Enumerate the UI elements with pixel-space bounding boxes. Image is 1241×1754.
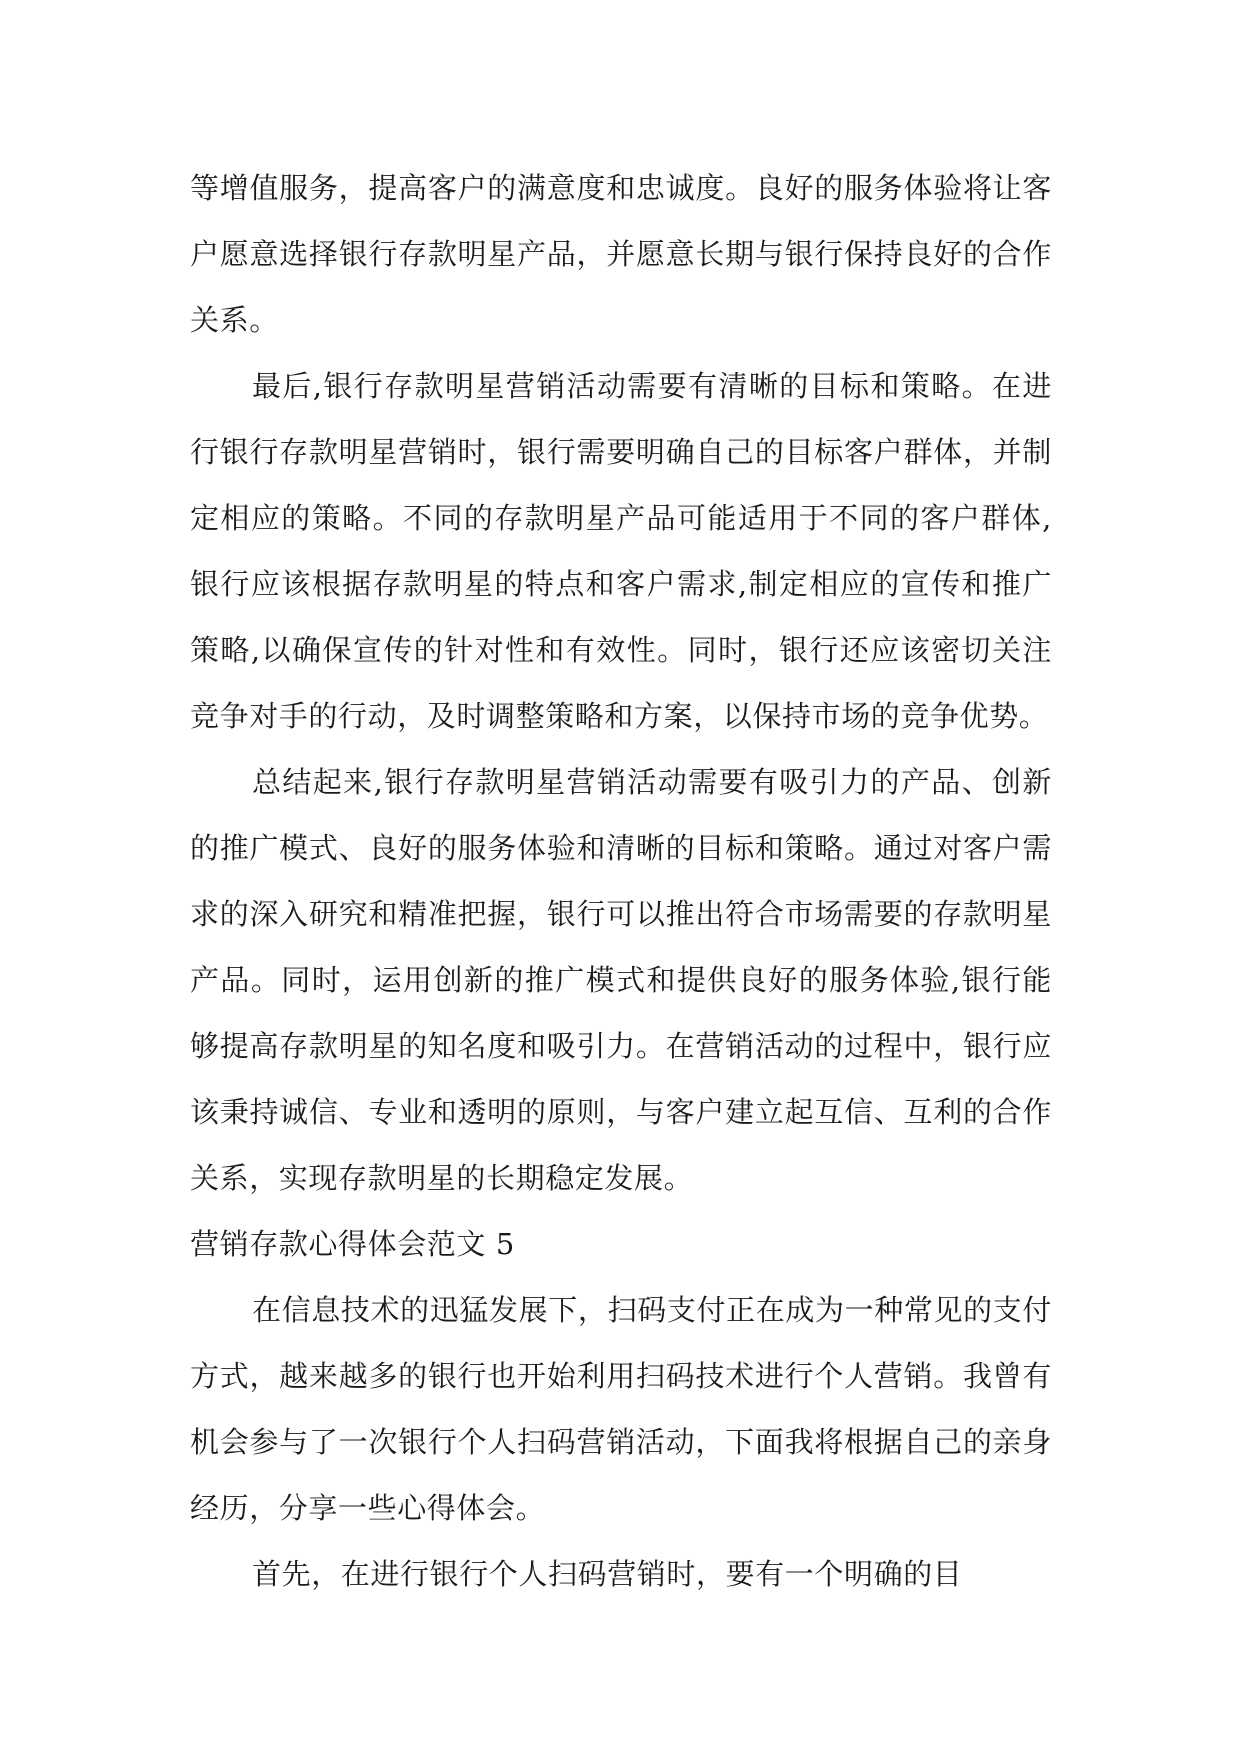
document-page (190, 155, 1052, 1607)
section-heading: 营销存款心得体会范文 5 (190, 1227, 515, 1261)
paragraph-qr-first: 首先，在进行银行个人扫码营销时，要有一个明确的目 (252, 1557, 963, 1591)
paragraph-continued-service: 等增值服务，提高客户的满意度和忠诚度。良好的服务体验将让客户愿意选择银行存款明星产品，并愿意长期与银行保持良好的合作关系。 (190, 171, 1052, 337)
paragraph-qr-intro: 在信息技术的迅猛发展下，扫码支付正在成为一种常见的支付方式，越来越多的银行也开始利用扫码技术进行个人营销。我曾有机会参与了一次银行个人扫码营销活动，下面我将根据自己的亲身经历，分享一些心得体会。 (190, 1293, 1052, 1525)
paragraph-summary: 总结起来,银行存款明星营销活动需要有吸引力的产品、创新的推广模式、良好的服务体验和清晰的目标和策略。通过对客户需求的深入研究和精准把握，银行可以推出符合市场需要的存款明星产品。同时，运用创新的推广模式和提供良好的服务体验,银行能够提高存款明星的知名度和吸引力。在营销活动的过程中，银行应该秉持诚信、专业和透明的原则，与客户建立起互信、互利的合作关系，实现存款明星的长期稳定发展。 (190, 765, 1052, 1195)
paragraph-goals-strategy: 最后,银行存款明星营销活动需要有清晰的目标和策略。在进行银行存款明星营销时，银行需要明确自己的目标客户群体，并制定相应的策略。不同的存款明星产品可能适用于不同的客户群体,银行应该根据存款明星的特点和客户需求,制定相应的宣传和推广策略,以确保宣传的针对性和有效性。同时，银行还应该密切关注竞争对手的行动，及时调整策略和方案，以保持市场的竞争优势。 (190, 369, 1052, 733)
